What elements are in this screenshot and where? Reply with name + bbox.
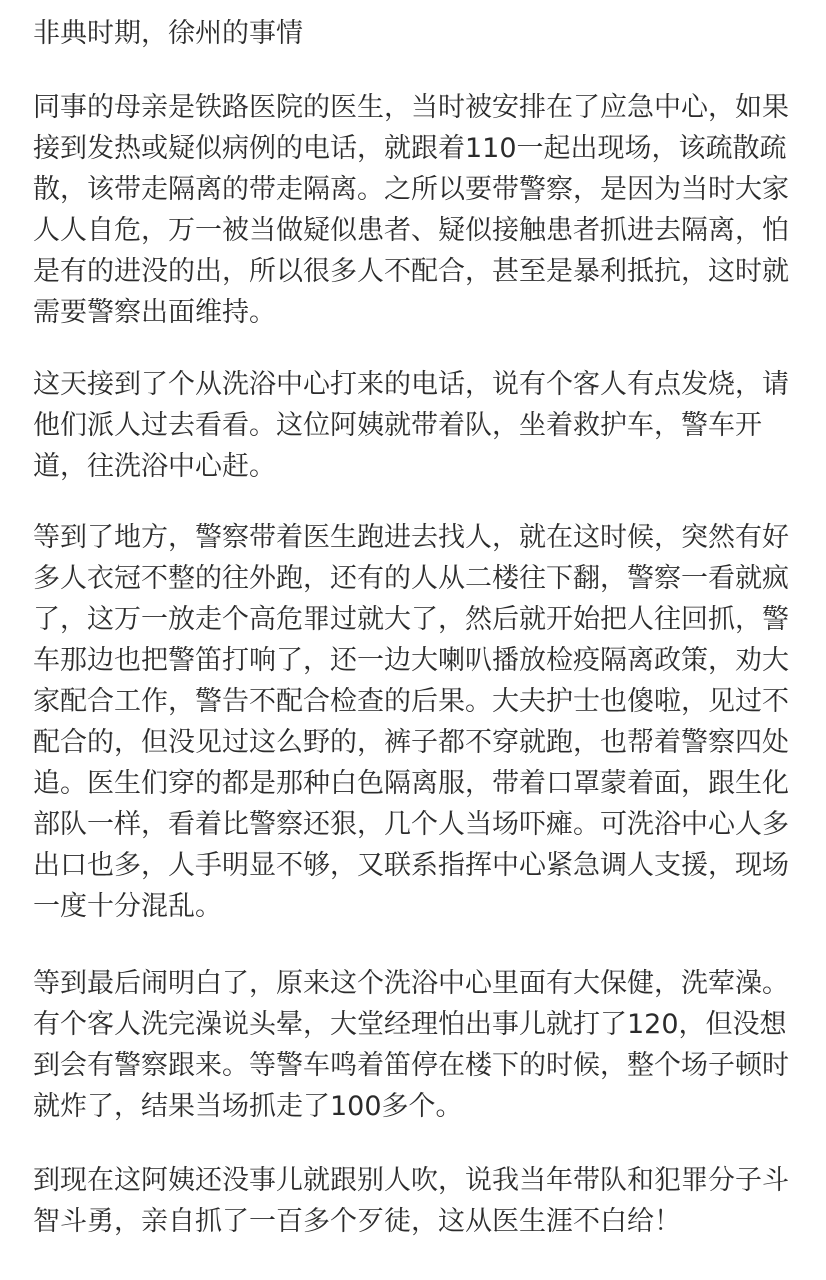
paragraph-line: 多人衣冠不整的往外跑，还有的人从二楼往下翻，警察一看就疯 [33,563,789,594]
paragraph-4 [33,963,813,1127]
paragraph-line: 车那边也把警笛打响了，还一边大喇叭播放检疫隔离政策，劝大 [33,645,789,676]
paragraph-line: 部队一样，看着比警察还狠，几个人当场吓瘫。可洗浴中心人多 [33,809,789,840]
paragraph-line: 等到最后闹明白了，原来这个洗浴中心里面有大保健，洗荤澡。 [33,968,789,999]
paragraph-line: 出口也多，人手明显不够，又联系指挥中心紧急调人支援，现场 [33,850,789,881]
article-title: 非典时期，徐州的事情 [33,18,303,49]
paragraph-line: 等到了地方，警察带着医生跑进去找人，就在这时候，突然有好 [33,522,789,553]
paragraph-line: 就炸了，结果当场抓走了100多个。 [33,1091,463,1122]
paragraph-line: 这天接到了个从洗浴中心打来的电话，说有个客人有点发烧，请 [33,369,789,400]
paragraph-line: 到会有警察跟来。等警车鸣着笛停在楼下的时候，整个场子顿时 [33,1050,789,1081]
paragraph-line: 同事的母亲是铁路医院的医生，当时被安排在了应急中心，如果 [33,92,789,123]
paragraph-line: 追。医生们穿的都是那种白色隔离服，带着口罩蒙着面，跟生化 [33,768,789,799]
paragraph-2 [33,364,813,487]
paragraph-line: 配合的，但没见过这么野的，裤子都不穿就跑，也帮着警察四处 [33,727,789,758]
paragraph-line: 人人自危，万一被当做疑似患者、疑似接触患者抓进去隔离，怕 [33,215,789,246]
paragraph-1 [33,87,813,333]
paragraph-line: 是有的进没的出，所以很多人不配合，甚至是暴利抵抗，这时就 [33,256,789,287]
paragraph-line: 需要警察出面维持。 [33,297,276,328]
paragraph-line: 了，这万一放走个高危罪过就大了，然后就开始把人往回抓，警 [33,604,789,635]
paragraph-3 [33,517,813,927]
paragraph-line: 接到发热或疑似病例的电话，就跟着110一起出现场，该疏散疏 [33,133,787,164]
paragraph-5 [33,1160,813,1242]
paragraph-line: 他们派人过去看看。这位阿姨就带着队，坐着救护车，警车开 [33,410,762,441]
paragraph-line: 有个客人洗完澡说头晕，大堂经理怕出事儿就打了120，但没想 [33,1009,787,1040]
paragraph-line: 到现在这阿姨还没事儿就跟别人吹，说我当年带队和犯罪分子斗 [33,1165,789,1196]
paragraph-line: 一度十分混乱。 [33,891,222,922]
paragraph-line: 家配合工作，警告不配合检查的后果。大夫护士也傻啦，见过不 [33,686,789,717]
paragraph-line: 道，往洗浴中心赶。 [33,451,276,482]
paragraph-line: 智斗勇，亲自抓了一百多个歹徒，这从医生涯不白给！ [33,1206,681,1237]
paragraph-line: 散，该带走隔离的带走隔离。之所以要带警察，是因为当时大家 [33,174,789,205]
